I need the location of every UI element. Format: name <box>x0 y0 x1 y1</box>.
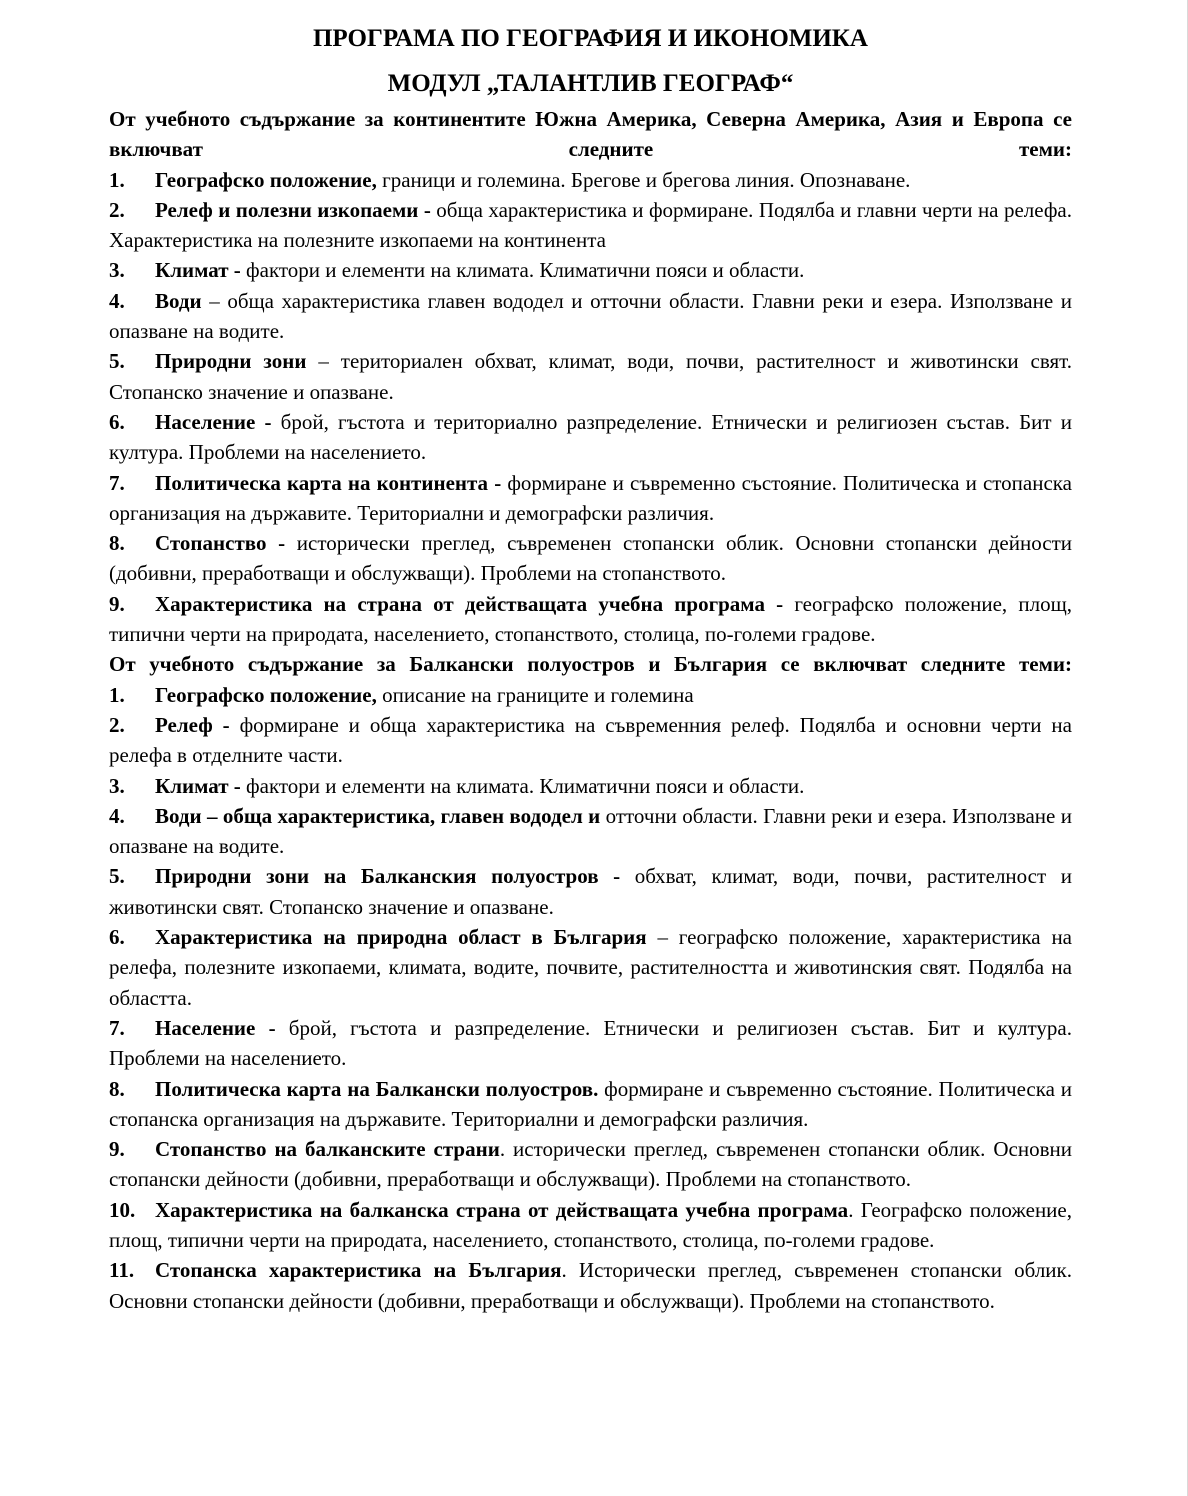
list-item-text: брой, гъстота и териториално разпределение. Етнически и религиозен състав. Бит и култура. Проблеми на населението. <box>109 409 1072 465</box>
list-item-number: 9. <box>109 1137 125 1162</box>
document-title: ПРОГРАМА ПО ГЕОГРАФИЯ И ИКОНОМИКА <box>312 25 868 52</box>
list-item-text: обхват, климат, води, почви, растителност и животински свят. Стопанско значение и опазване. <box>109 864 1073 919</box>
list-item-number: 7. <box>109 1015 125 1040</box>
list-item <box>109 255 1072 285</box>
list-item-heading: Население - <box>155 1015 276 1040</box>
list-item-text: формиране и съвременно състояние. Политическа и стопанска организация на държавите. Териториални и демографски различия. <box>109 470 1072 525</box>
list-item <box>109 922 1072 1013</box>
list-item-heading: Стопанство на балканските страни <box>155 1137 500 1162</box>
list-item <box>109 346 1072 407</box>
list-item <box>109 1255 1072 1316</box>
list-item-number: 9. <box>109 591 125 616</box>
list-item-text: . Географско положение, площ, типични черти на природата, населението, стопанството, столица, по-големи градове. <box>109 1197 1072 1252</box>
list-item <box>109 468 1072 529</box>
list-item-text: формиране и съвременно състояние. Политическа и стопанска организация на държавите. Териториални и демографски различия. <box>109 1076 1072 1131</box>
list-item-number: 8. <box>109 1076 125 1101</box>
list-item <box>109 528 1072 589</box>
list-item-text: – териториален обхват, климат, води, почви, растителност и животински свят. Стопанско значение и опазване. <box>109 349 1073 404</box>
list-item-number: 5. <box>109 864 125 889</box>
list-item <box>109 801 1072 862</box>
list-item-heading: Характеристика на страна от действащата учебна програма - <box>155 591 784 616</box>
list-item-number: 4. <box>109 803 125 828</box>
list-item <box>109 1134 1072 1195</box>
list-item-heading: Характеристика на балканска страна от действащата учебна програма <box>155 1197 849 1222</box>
document-subtitle: МОДУЛ „ТАЛАНТЛИВ ГЕОГРАФ“ <box>387 70 794 97</box>
list-item <box>109 1195 1072 1256</box>
list-item <box>109 861 1072 922</box>
list-item-text: . исторически преглед, съвременен стопански облик. Основни стопански дейности (добивни, преработващи и обслужващи). Проблеми на стопанството. <box>109 1137 1072 1192</box>
list-item-text: – обща характеристика главен вододел и отточни области. Главни реки и езера. Използване и опазване на водите. <box>109 288 1072 344</box>
list-item-text: исторически преглед, съвременен стопански облик. Основни стопански дейности (добивни, преработващи и обслужващи). Проблеми на стопанството. <box>109 531 1072 586</box>
list-item-heading: Релеф - <box>155 712 230 737</box>
list-item-text: описание на границите и големина <box>376 682 694 707</box>
list-item-number: 5. <box>109 349 125 374</box>
list-item-heading: Население - <box>155 409 272 434</box>
list-item-number: 2. <box>109 712 125 737</box>
section2-list <box>109 680 1072 1316</box>
list-item-text: фактори и елементи на климата. Климатични пояси и области. <box>240 773 805 798</box>
list-item-heading: Релеф и полезни изкопаеми - <box>155 197 431 222</box>
list-item-heading: Географско положение, <box>155 682 377 707</box>
list-item-number: 3. <box>109 258 125 283</box>
list-item-text: граници и големина. Брегове и брегова линия. Опознаване. <box>376 167 911 192</box>
list-item <box>109 1013 1072 1074</box>
list-item-heading: Климат - <box>155 258 241 283</box>
list-item-number: 7. <box>109 470 125 495</box>
section1-list <box>109 165 1072 650</box>
list-item-heading: Политическа карта на Балкански полуостров. <box>155 1076 599 1101</box>
list-item-text: отточни области. Главни реки и езера. Използване и опазване на водите. <box>109 803 1072 859</box>
list-item-number: 3. <box>109 773 125 798</box>
document-content <box>109 20 1072 1316</box>
list-item-heading: Природни зони на Балканския полуостров - <box>155 864 621 889</box>
list-item <box>109 1074 1072 1135</box>
section2-intro: От учебното съдържание за Балкански полуостров и България се включват следните теми: <box>109 652 1072 677</box>
list-item-heading: Климат - <box>155 773 241 798</box>
list-item-number: 6. <box>109 925 125 950</box>
list-item-heading: Води <box>155 288 202 313</box>
list-item-heading: Характеристика на природна област в България <box>155 925 647 950</box>
list-item <box>109 771 1072 801</box>
list-item-text: фактори и елементи на климата. Климатични пояси и области. <box>240 258 805 283</box>
list-item-text: формиране и обща характеристика на съвременния релеф. Подялба и основни черти на релефа в отделните части. <box>109 712 1072 768</box>
list-item-number: 6. <box>109 409 125 434</box>
list-item-heading: Стопанска характеристика на България <box>155 1258 562 1283</box>
list-item-heading: Стопанство - <box>155 531 286 556</box>
list-item <box>109 680 1072 710</box>
list-item-text: географско положение, площ, типични черти на природата, населението, стопанството, столица, по-големи градове. <box>109 591 1072 647</box>
list-item-text: – географско положение, характеристика на релефа, полезните изкопаеми, климата, водите, почвите, растителността и животинския свят. Подялба на областта. <box>109 925 1072 1010</box>
list-item <box>109 589 1072 650</box>
list-item-number: 10. <box>109 1197 136 1222</box>
section1-intro: От учебното съдържание за континентите Южна Америка, Северна Америка, Азия и Европа се включват следните теми: <box>109 107 1072 162</box>
list-item-number: 1. <box>109 167 125 192</box>
list-item-text: брой, гъстота и разпределение. Етнически и религиозен състав. Бит и култура. Проблеми на населението. <box>109 1015 1073 1071</box>
list-item-number: 2. <box>109 197 125 222</box>
list-item-heading: Природни зони <box>155 349 307 374</box>
list-item-heading: Географско положение, <box>155 167 377 192</box>
list-item <box>109 195 1072 256</box>
list-item-number: 11. <box>109 1258 135 1283</box>
list-item-number: 4. <box>109 288 125 313</box>
list-item <box>109 286 1072 347</box>
list-item <box>109 710 1072 771</box>
list-item-text: . Исторически преглед, съвременен стопански облик. Основни стопански дейности (добивни, преработващи и обслужващи). Проблеми на стопанството. <box>109 1258 1072 1313</box>
list-item <box>109 407 1072 468</box>
list-item-text: обща характеристика и формиране. Подялба и главни черти на релефа. Характеристика на полезните изкопаеми на континента <box>109 197 1072 253</box>
list-item-heading: Политическа карта на континента - <box>155 470 502 495</box>
list-item-number: 1. <box>109 682 125 707</box>
list-item-number: 8. <box>109 531 125 556</box>
list-item-heading: Води – обща характеристика, главен вододел и <box>155 803 601 828</box>
list-item <box>109 165 1072 195</box>
